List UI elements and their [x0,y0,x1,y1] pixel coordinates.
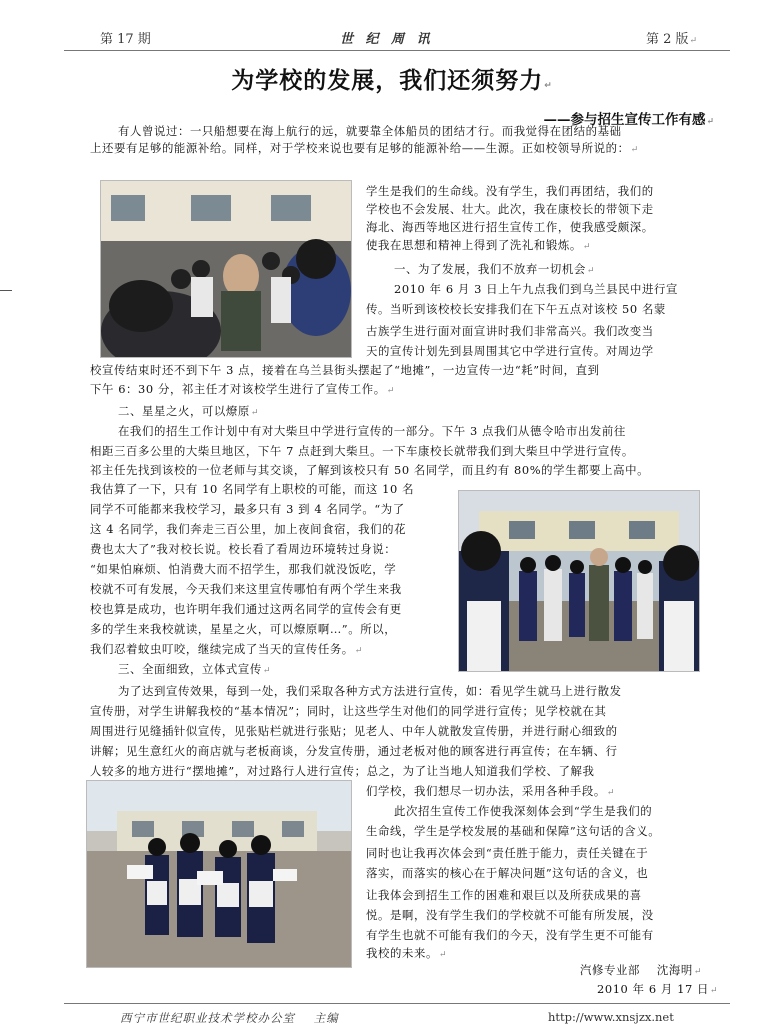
text-line: 这 4 名同学，我们奔走三百公里，加上夜间食宿，我们的花 [90,522,407,536]
text-line: 我估算了一下，只有 10 名同学有上职校的可能，而这 10 名 [90,482,415,496]
author-line: 汽修专业部 沈海明↵ [580,963,702,977]
photo-students-line [458,490,700,672]
text-line: 祁主任先找到该校的一位老师与其交谈，了解到该校只有 50 名同学，而且约有 80%的学生都要上高中。 [90,463,650,477]
text-line: 有学生也就不可能有我们的今天，没有学生更不可能有 [366,928,654,942]
text-line: 周围进行见缝插针似宣传，见张贴栏就进行张贴；见老人、中年人就散发宣传册，并进行耐心细致的 [90,724,618,738]
text-line: 人较多的地方进行“摆地摊”，对过路行人进行宣传；总之，为了让当地人知道我们学校、了解我 [90,764,595,778]
margin-mark [0,290,12,291]
text-line: 下午 6：30 分，祁主任才对该校学生进行了宣传工作。↵ [90,382,395,396]
text-line: 我们忍着蚊虫叮咬，继续完成了当天的宣传任务。↵ [90,642,363,656]
text-line: 多的学生来我校就读，星星之火，可以燎原啊…”。所以， [90,622,397,636]
text-line: 古族学生进行面对面宣讲时我们非常高兴。我们改变当 [366,324,654,338]
text-line: 同学不可能都来我校学习，最多只有 3 到 4 名同学。“为了 [90,502,405,516]
section-heading: 三、全面细致，立体式宣传↵ [118,662,272,676]
text-line: 此次招生宣传工作使我深刻体会到“学生是我们的 [394,804,653,818]
text-line: 们学校，我们想尽一切办法，采用各种手段。↵ [366,784,615,798]
text-line: 有人曾说过：一只船想要在海上航行的远，就要靠全体船员的团结才行。而我觉得在团结的基础 [118,124,622,138]
text-line: 讲解；见生意红火的商店就与老板商谈，分发宣传册，通过老板对他的顾客进行再宣传；在车辆、行 [90,744,618,758]
text-line: 宣传册，对学生讲解我校的“基本情况”；同时，让这些学生对他们的同学进行宣传；见学校就在其 [90,704,607,718]
page-number: 第 2 版↵ [646,32,698,47]
date-line: 2010 年 6 月 17 日↵ [597,982,719,996]
text-line: 生命线，学生是学校发展的基础和保障”这句话的含义。 [366,824,661,838]
article-subtitle: ——参与招生宣传工作有感↵ [543,112,714,128]
issue-number: 第 17 期 [100,32,151,47]
text-line: 学生是我们的生命线。没有学生，我们再团结，我们的 [366,184,654,198]
footer-url[interactable]: http://www.xnsjzx.net [548,1010,674,1024]
text-line: 落实，而落实的核心在于解决问题”这句话的含义，也 [366,866,649,880]
text-line: 在我们的招生工作计划中有对大柴旦中学进行宣传的一部分。下午 3 点我们从德令哈市出发前往 [118,424,626,438]
text-line: 校也算是成功，也许明年我们通过这两名同学的宣传会有更 [90,602,402,616]
photo-students-reading [86,780,352,968]
text-line: 2010 年 6 月 3 日上午九点我们到乌兰县民中进行宣 [394,282,679,296]
footer-rule [64,1003,730,1004]
text-line: “如果怕麻烦、怕消费大而不招学生，那我们就没饭吃，学 [90,562,397,576]
text-line: 学校也不会发展、壮大。此次，我在康校长的带领下走 [366,202,654,216]
text-line: 天的宣传计划先到县周围其它中学进行宣传。对周边学 [366,344,654,358]
text-line: 费也太大了”我对校长说。校长看了看周边环境转过身说： [90,542,397,556]
text-line: 传。当听到该校校长安排我们在下午五点对该校 50 名蒙 [366,302,666,316]
text-line: 校宣传结束时还不到下午 3 点，接着在乌兰县街头摆起了“地摊”，一边宣传一边“耗”时间，直到 [90,363,600,377]
text-line: 为了达到宣传效果，每到一处，我们采取各种方式方法进行宣传，如：看见学生就马上进行散发 [118,684,622,698]
section-heading: 一、为了发展，我们不放弃一切机会↵ [394,262,596,276]
article-title: 为学校的发展，我们还须努力↵ [231,68,553,94]
masthead: 世 纪 周 讯 [340,32,434,47]
text-line: 让我体会到招生工作的困难和艰巨以及所获成果的喜 [366,888,642,902]
text-line: 海北、海西等地区进行招生宣传工作，使我感受颇深。 [366,220,654,234]
text-line: 使我在思想和精神上得到了洗礼和锻炼。↵ [366,238,591,252]
text-line: 上还要有足够的能源补给。同样，对于学校来说也要有足够的能源补给——生源。正如校领导所说的：↵ [90,141,639,155]
text-line: 同时也让我再次体会到“责任胜于能力，责任关键在于 [366,846,649,860]
section-heading: 二、星星之火，可以燎原↵ [118,404,260,418]
text-line: 悦。是啊，没有学生我们的学校就不可能有所发展，没 [366,908,654,922]
header-rule [64,50,730,51]
footer-publisher: 西宁市世纪职业技术学校办公室 主编 [120,1011,339,1025]
photo-students-gathering [100,180,352,358]
text-line: 我校的未来。↵ [366,946,448,960]
text-line: 相距三百多公里的大柴旦地区，下午 7 点赶到大柴旦。一下车康校长就带我们到大柴旦中学进行宣传。 [90,444,634,458]
text-line: 校就不可有发展，今天我们来这里宣传哪怕有两个学生来我 [90,582,402,596]
